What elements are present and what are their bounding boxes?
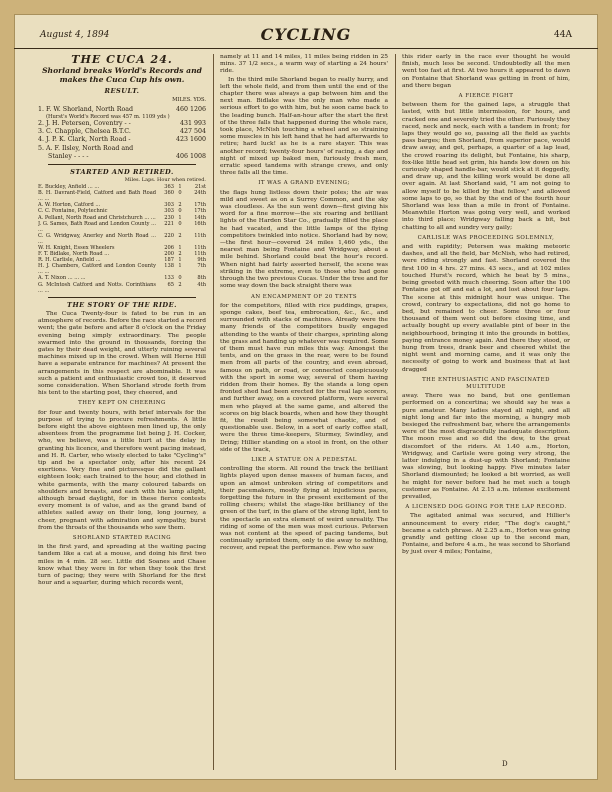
table-row: C. G. Wridgway, Anerley and North Road ... ... 220 2 11th bbox=[38, 232, 206, 245]
table-row: A. Pellant, North Road and Christchurch ... ... 230 1 14th bbox=[38, 214, 206, 221]
paragraph: between them for the gained laps, a struggle that lasted, with but little intermission, for hours, and cracked one and severely tried the other. Furiously they raced, neck and neck, each with a tandem in front; for laps they would go so, passing all the field as yachts pass barges; then Shorland, from superior pace, would draw away, and get, perhaps, a quarter of a lap lead, the crowd roaring its delight, but Fontaine, his sharp, fox-like little head set grim, his hands low down on his curiously shaped handle-bar, would stick at it doggedly, and draw up, and the killing work would be done all over again. At last Shorland said, "I am not going to allow myself to be killed by that fellow," and allowed some laps to go, so that by the end of the fourth hour Shorland was less than a mile in front of Fontaine. Meanwhile Horton was going very well, and worked into third place; Wridgway falling back a bit, but chatting to all and sundry very gaily; bbox=[402, 102, 570, 231]
table-row: H. J. Chambers, Catford and London County ... ... 138 1 7th bbox=[38, 263, 206, 276]
paragraph: the flags hung listless down their poles; the air was mild and sweet as on a Surrey Common, and the sky was cloudless. As the sun went down—first giving his word for a fine morrow—the six roaring and brilliant lights of the Harden Star Co., gradually filled the place he had vacated, and the little lamps of the flying competitors twinkled into notice. Shorland had by now,—the first hour—covered 24 miles 1,460 yds., the nearest man being Fontaine and Wridgway, about a mile behind. Shorland could beat the hour's record. When night had fairly asserted herself, the scene was striking in the extreme, even to those who had gone through the two previous Cucas. Under the tree and for some way down the back straight there was bbox=[220, 189, 388, 290]
column-2 bbox=[220, 54, 388, 774]
result-heading: RESULT. bbox=[104, 87, 140, 96]
paragraph: for the competitors, filled with rice puddings, grapes, sponge cakes, beef tea, embrocation, &c., &c., and surrounded with stacks of machines. Already were the many friends of the competitors busily engaged attending to the wants of their charges, sprinting along the grass and handing up whatever was required. Some of them must have run miles this way. Amongst the tents, and on the grass in the rear, were to be found men from all parts of the country, and even abroad, famous on path, or road, or connected conspicuously with the sport in some way, several of them having ridden from their homes. By the stands a long open fronted shed had been erected for the real lap scorers, and further away, on a covered platform, were several men who played at the same game, and altered the scores on big black boards, when and how they thought fit, the result being somewhat chaotic, and of questionable use. Below, in a sort of early coffee stall, were the three time-keepers, Sturmey, Swindley, and Dring; Hillier standing on a stool in front, on the other side of the track, bbox=[220, 302, 388, 453]
subheading: IT WAS A GRAND EVENING; bbox=[258, 180, 350, 187]
signature-mark: D bbox=[502, 760, 508, 768]
column-rule-1 bbox=[213, 54, 214, 770]
table-row: A. W. Horton, Catford ... 303 2 17th bbox=[38, 202, 206, 209]
table-row: E. Buckley, Anfield ... ... 363 1 21st bbox=[38, 184, 206, 191]
result-row: 427 504 3. C. Chapple, Chelsea B.T.C. bbox=[38, 128, 206, 136]
paragraph: In the third mile Shorland began to really hurry, and left the whole field, and from then until the end of the chapter there was always a gap between him and the next man. Bidlake was the only man who made a serious effort to go with him, but he soon came back to the leading bunch. Half-an-hour after the start the first of the three falls that happened during the whole race, took place, McNish touching a wheel and so straining some muscles in his left hand that he had afterwards to retire; hard luck! as he is a rare stayer. This was another record; twenty-four hours' of racing, a day and night of mixed up baked men, furiously fresh men, erratic speed tandems with strange crews, and only three falls all the time. bbox=[220, 76, 388, 177]
result-row: 5. A. F. Ilsley, North Road and bbox=[38, 144, 134, 152]
table-row: R. H. Carlisle, Anfield ... 187 1 9th bbox=[38, 257, 206, 264]
subheading: THE ENTHUSIASTIC AND FASCINATED MULTITUDE bbox=[422, 376, 550, 390]
table-row: B. H. Davrant-Field, Catford and Bath Road ... ... 360 0 24th bbox=[38, 190, 206, 203]
article-deck: Shorland breaks World's Records and makes the Cuca Cup his own. bbox=[42, 66, 202, 85]
result-row: 460 1206 1. F. W. Shorland, North Road bbox=[38, 105, 206, 113]
article-title: THE CUCA 24. bbox=[71, 54, 173, 66]
paragraph: in the first yard, and spreading at the waiting pacing tandem like a cat at a mouse, and doing his first two miles in 4 min. 28 sec. Little did Soanes and Chase know what they were in for when they took the first turn of pacing; they were with Shorland for the first hour and a squarter, during which records went, bbox=[38, 544, 206, 587]
header-date: August 4, 1894 bbox=[40, 30, 110, 40]
result-units: MILES. YDS. bbox=[172, 97, 206, 104]
paragraph: The Cuca Twenty-four is fated to be run in an atmosphere of records. Before the race started a record went; the gate before and after 8 o'clock on the Friday evening being simply extraordinary. The people swarmed into the ground in thousands, forcing the gates by their dead weight, and utterly ruining several machines mixed up in the crowd. When will Herne Hill have a separate entrance for machines? At present the arrangements in this respect are abominable. It was such a patient and enthusiastic crowd too, it deserved some consideration. When Shorland strode forth from his tent to the starting post, they cheered, and bbox=[38, 310, 206, 397]
subheading: A LICENSED DOG GOING FOR THE LAP RECORD. bbox=[405, 504, 567, 511]
result-row: 423 1600 4. J. P. K. Clark, North Road - bbox=[38, 136, 206, 144]
subheading: LIKE A STATUE ON A PEDESTAL bbox=[251, 456, 357, 463]
newspaper-page bbox=[14, 14, 598, 780]
paragraph: away. There was no band, but one gentleman performed on a concertina; we should say he was a pure amateur. Many ladies stayed all night, and all night long and far into the morning, a hungry mob besieged the refreshment bar, where the arrangements were of the most disgracefully inadequate description. The moon rose and so did the dew, to the great discomfort of the riders. At 1.40 a.m., Horton, Wridgway, and Carlisle were going very strong, the latter indulging in a dust-up with Shorland; Fontaine was slowing, but looking happy. Five minutes later Shorland dismounted; he looked a bit worried, as well he might for never before had he met such a tough customer as Fontaine. At 2.15 a.m. intense excitement prevailed, bbox=[402, 393, 570, 500]
column-3 bbox=[402, 54, 570, 774]
paragraph: this rider early in the race ever thought he would finish, much less be second. Undoubtedly all the men went too fast at first. At two hours it appeared to dawn on Fontaine that Shorland was getting in front of him, and there began bbox=[402, 54, 570, 89]
table-row: C. C. Fontaine, Polytechnic 303 0 17th bbox=[38, 208, 206, 215]
page-header bbox=[14, 14, 598, 49]
paragraph: namely at 11 and 14 miles, 11 miles being ridden in 25 mins. 37 1/2 secs., a warm way of starting a 24 hours' ride. bbox=[220, 54, 388, 75]
table-row: G. McIntosh Catford and Notts. Corinthians ... ... 65 2 4th bbox=[38, 281, 206, 294]
paragraph: and with rapidity; Petersen was making meteoric dashes, and all the field, bar McNish, who had retired, were riding strongly and fast. Shorland covered the first 100 in 4 hrs. 27 mins. 43 secs., and at 102 miles touched Hurst's record, which he beat by 5 mins., being greeted with much cheering. Soon after the 100 Fontaine got off and eat a lot, and lost about four laps. The scene at this midnight hour was unique. The crowd, contrary to expectations, did not go home to bed, but remained to cheer. Some three or four thousand of them went out before closing time, and actually bought up every available pint of beer in the neighbourhood, bringing it into the grounds in bottles, paying entrance money again. And there they stood, or hung from trees, drank beer and cheered whilst the night went and morning came, and it was only the necessity of going to work and business that at last dragged bbox=[402, 244, 570, 373]
divider bbox=[48, 164, 196, 165]
result-list bbox=[38, 106, 206, 161]
paragraph: The agitated animal was secured, and Hillier's announcement to every rider, "The dog's caught," became a catch phrase. At 2.25 a.m., Horton was going grandly and getting close up to the second man, Fontaine, and before 4 a.m., he was second to Shorland by just over 4 miles; Fontaine, bbox=[402, 513, 570, 556]
header-title: CYCLING bbox=[260, 25, 352, 44]
started-columns: Miles. Laps. Hour when retired. bbox=[124, 177, 206, 184]
subheading: SHORLAND STARTED RACING bbox=[72, 535, 172, 542]
table-row: F. T. Bidlake, North Road ... 200 2 11th bbox=[38, 251, 206, 258]
result-row: 431 993 2. J. H. Petersen, Coventry - - bbox=[38, 120, 206, 128]
story-heading: THE STORY OF THE RIDE. bbox=[67, 300, 177, 309]
table-row: A. T. Nixon ... ... ... 133 0 8th bbox=[38, 275, 206, 282]
table-row: W. H. Knight, Essex Wheelers 206 1 11th bbox=[38, 244, 206, 251]
paragraph: for four and twenty hours, with brief intervals for the purpose of trying to procure refreshments. A little before eight the above eighteen men lined up, the only absentees from the programme list being J. H. Cocker, who, we believe, was a little hurt at the delay in granting his licence, and therefore went pacing instead, and H. R. Carter, who wisely elected to take "Cycling's" tip and be a spectator only, after his recent 24 exertions. Very fine and picturesque did the gallant eighteen look; each trained to the hour, and clothed in white garments, with the many coloured tabards on shoulders and breasts, and each with his lamp alight, although broad daylight, for in these fierce contests every moment is of value, and as the grand band of athletes sailed away on their long, long journey, a cheer, pregnant with admiration and sympathy, burst from the throats of the thousands who saw them. bbox=[38, 409, 206, 531]
started-table bbox=[38, 184, 206, 294]
subheading: A FIERCE FIGHT bbox=[458, 93, 514, 100]
header-page-number: 44A bbox=[554, 30, 572, 40]
result-row: (Hurst's World's Record was 457 m. 1109 yds ) bbox=[46, 113, 170, 120]
subheading: CARLISLE WAS PROCEEDING SOLEMNLY, bbox=[417, 234, 555, 241]
column-1 bbox=[38, 54, 206, 774]
result-row: 406 1008 Stanley - - - - bbox=[48, 152, 206, 160]
subheading: AN ENCAMPMENT OF 20 TENTS bbox=[250, 293, 358, 300]
started-heading: STARTED AND RETIRED. bbox=[70, 168, 174, 177]
divider bbox=[48, 297, 196, 298]
subheading: THEY KEPT ON CHEERING bbox=[78, 400, 166, 407]
table-row: J. G. Sames, Bath Road and London County ... ... 221 0 16th bbox=[38, 220, 206, 233]
paragraph: controlling the storm. All round the track the brilliant lights played upon dense masses of human faces, and upon an almost unbroken string of competitors and their pacemakers, mostly flying at injudicious paces, forgetting the future in the present excitement of the rolling cheers; whilst the stage-like brilliancy of the green of the turf, in the glare of the strong light, lent to the spectacle an extra element of weird unreality. The riding of some of the men was most curious. Petersen was not content at the speed of pacing tandems, but continually sprinted them, only to die away to nothing, recover, and repeat the performance. Few who saw bbox=[220, 466, 388, 552]
column-rule-2 bbox=[395, 54, 396, 770]
